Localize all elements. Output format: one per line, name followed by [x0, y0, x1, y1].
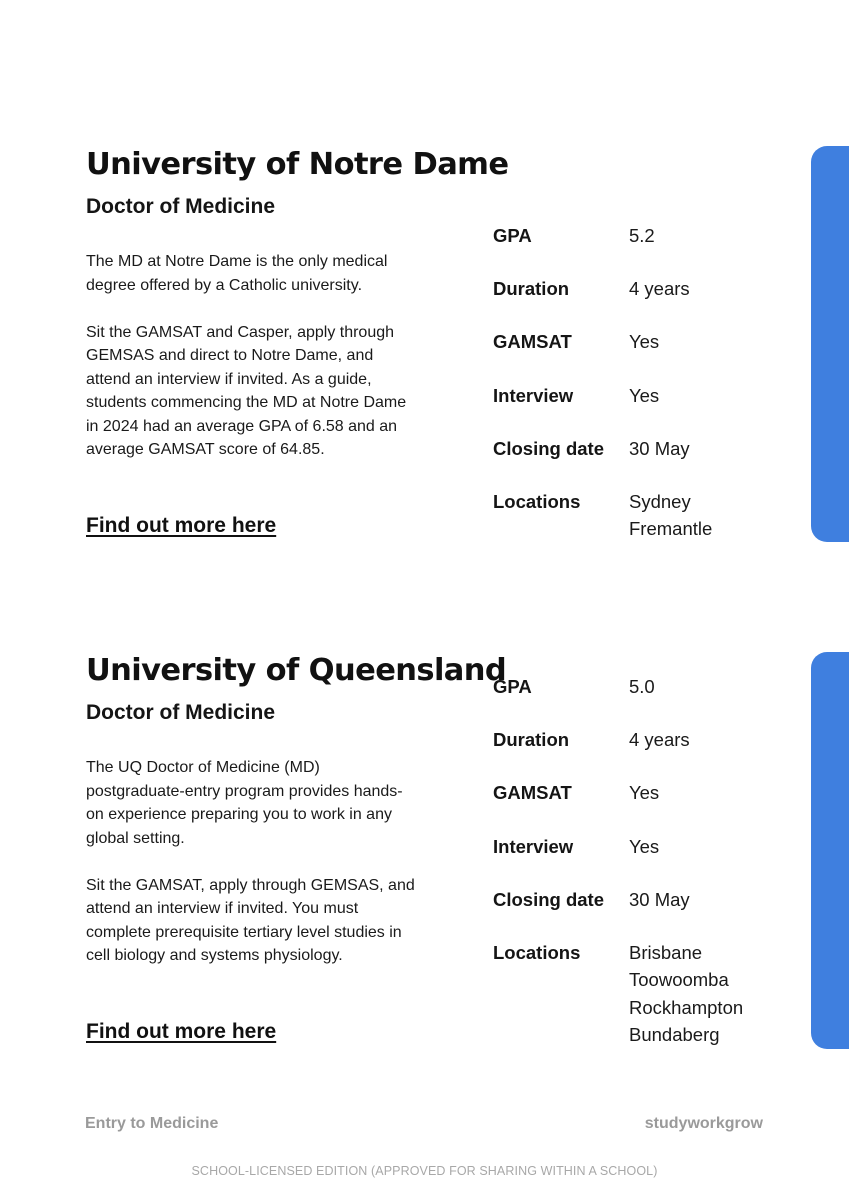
fact-row-interview [493, 833, 803, 886]
fact-value: Yes [629, 782, 660, 804]
fact-row-locations [493, 939, 803, 1049]
fact-value: Yes [629, 331, 660, 353]
fact-row-locations [493, 488, 803, 543]
fact-row-gamsat [493, 779, 803, 832]
fact-label: Duration [493, 278, 570, 300]
fact-row-duration [493, 726, 803, 779]
fact-value: Yes [629, 384, 660, 406]
fact-value: Yes [629, 835, 660, 857]
footer-document-title: Entry to Medicine [85, 1115, 219, 1132]
fact-value: 30 May [629, 437, 690, 459]
location-item: Brisbane [629, 941, 703, 963]
fact-label: Locations [493, 490, 581, 512]
description-paragraph: The MD at Notre Dame is the only medical degree offered by a Catholic university. [86, 253, 388, 294]
fact-value: 4 years [629, 729, 690, 751]
fact-label: Closing date [493, 437, 605, 459]
fact-value: 5.2 [629, 225, 655, 246]
fact-label: GAMSAT [493, 782, 572, 804]
fact-label: Duration [493, 729, 570, 751]
location-item: Bundaberg [629, 1024, 720, 1046]
fact-row-interview [493, 382, 803, 435]
program-facts [493, 673, 803, 1049]
find-out-more-link[interactable]: Find out more here [86, 514, 277, 537]
description-paragraph: Sit the GAMSAT, apply through GEMSAS, and attend an interview if invited. You must complete prerequisite tertiary level studies in cell biology and systems physiology. [86, 876, 415, 964]
degree-subtitle: Doctor of Medicine [86, 701, 276, 724]
program-description [86, 756, 416, 968]
description-paragraph: Sit the GAMSAT and Casper, apply through GEMSAS and direct to Notre Dame, and attend an interview if invited. As a guide, students commencing the MD at Notre Dame in 2024 had an average GPA of 6.58 and an average GAMSAT score of 64.85. [86, 323, 407, 458]
description-paragraph: The UQ Doctor of Medicine (MD) postgraduate-entry program provides hands-on experience preparing you to work in any global setting. [86, 759, 403, 847]
degree-subtitle: Doctor of Medicine [86, 195, 276, 218]
footer-brand: studyworkgrow [644, 1115, 763, 1132]
fact-label: GAMSAT [493, 331, 572, 353]
fact-label: GPA [493, 676, 532, 697]
fact-label: Interview [493, 835, 574, 857]
location-item: Sydney [629, 490, 691, 512]
fact-row-closing-date [493, 886, 803, 939]
program-facts [493, 222, 803, 543]
fact-row-gamsat [493, 328, 803, 381]
program-description [86, 250, 416, 462]
fact-label: Locations [493, 941, 581, 963]
fact-value: 4 years [629, 278, 690, 300]
fact-value: 30 May [629, 888, 690, 910]
university-title: University of Notre Dame [86, 147, 509, 182]
university-title: University of Queensland [86, 653, 507, 688]
location-item: Fremantle [629, 518, 713, 540]
side-tab-queensland [811, 652, 849, 1049]
fact-row-duration [493, 275, 803, 328]
fact-label: Interview [493, 384, 574, 406]
side-tab-notre-dame [811, 146, 849, 542]
fact-row-gpa [493, 673, 803, 726]
fact-value-list [629, 488, 712, 543]
find-out-more-link[interactable]: Find out more here [86, 1020, 277, 1043]
fact-label: GPA [493, 225, 532, 246]
fact-value: 5.0 [629, 676, 655, 697]
fact-value-list [629, 939, 743, 1049]
fact-row-closing-date [493, 435, 803, 488]
fact-row-gpa [493, 222, 803, 275]
location-item: Toowoomba [629, 969, 729, 991]
fact-label: Closing date [493, 888, 605, 910]
location-item: Rockhampton [629, 996, 744, 1018]
license-notice: SCHOOL-LICENSED EDITION (APPROVED FOR SHARING WITHIN A SCHOOL) [191, 1164, 658, 1178]
